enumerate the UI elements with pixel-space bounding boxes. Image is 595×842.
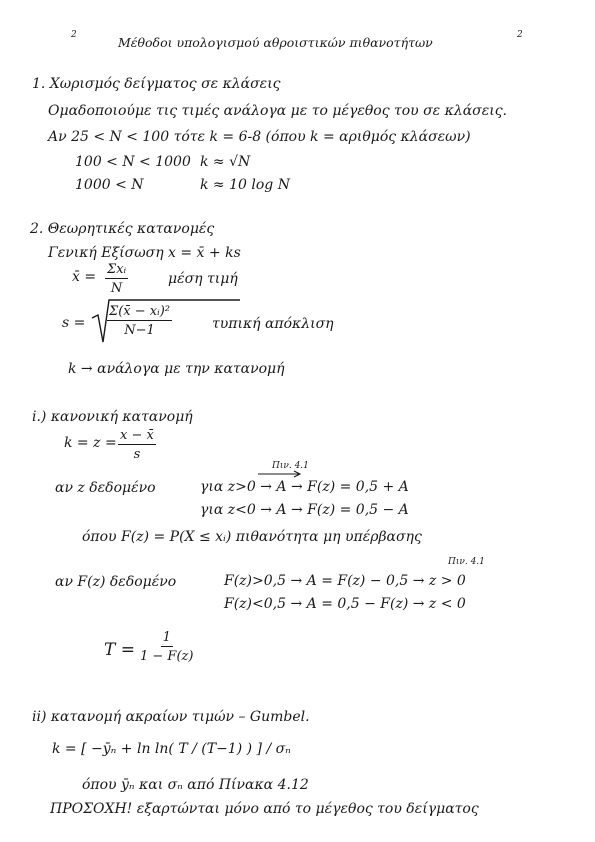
table-ref-1: Πιν. 4.1 bbox=[272, 461, 309, 471]
return-period-denominator: 1 − F(z) bbox=[140, 649, 194, 664]
gumbel-formula: k = [ −ȳₙ + ln ln( T / (T−1) ) ] / σₙ bbox=[52, 741, 291, 757]
section-1-heading: 1. Χωρισμός δείγματος σε κλάσεις bbox=[32, 76, 281, 92]
page-title: Μέθοδοι υπολογισμού αθροιστικών πιθανοτήτων bbox=[118, 35, 433, 50]
z-formula-lhs: k = z = bbox=[64, 435, 117, 451]
z-denominator: s bbox=[133, 447, 141, 462]
std-lhs: s = bbox=[62, 315, 86, 331]
mean-lhs: x̄ = bbox=[72, 269, 97, 285]
rule-F-below-half: F(z)<0,5 → A = 0,5 − F(z) → z < 0 bbox=[224, 596, 466, 612]
std-denominator: N−1 bbox=[124, 323, 155, 338]
return-period-numerator: 1 bbox=[162, 630, 171, 645]
gumbel-note-1: όπου ȳₙ και σₙ από Πίνακα 4.12 bbox=[82, 777, 309, 793]
std-numerator: Σ(x̄ − xᵢ)² bbox=[109, 304, 170, 319]
rule-z-negative: για z<0 → A → F(z) = 0,5 − A bbox=[200, 502, 409, 518]
section-1-range-2: 100 < N < 1000 bbox=[75, 154, 191, 170]
section-1-rule-2: k ≈ √N bbox=[200, 154, 251, 170]
rule-F-above-half: F(z)>0,5 → A = F(z) − 0,5 → z > 0 bbox=[224, 573, 466, 589]
mean-numerator: Σxᵢ bbox=[107, 262, 127, 277]
section-1-rule-3: k ≈ 10 log N bbox=[200, 177, 290, 193]
z-numerator: x − x̄ bbox=[120, 428, 154, 443]
z-given-label: αν z δεδομένο bbox=[55, 480, 156, 496]
general-equation: Γενική Εξίσωση x = x̄ + ks bbox=[48, 245, 241, 261]
page-number-left: 2 bbox=[71, 30, 77, 40]
F-given-label: αν F(z) δεδομένο bbox=[55, 574, 177, 590]
section-1-line-2: Αν 25 < N < 100 τότε k = 6-8 (όπου k = αριθμός κλάσεων) bbox=[48, 129, 471, 145]
std-label: τυπική απόκλιση bbox=[212, 316, 334, 332]
return-period-lhs: T = bbox=[104, 640, 135, 660]
F-definition: όπου F(z) = P(X ≤ xᵢ) πιθανότητα μη υπέρβασης bbox=[82, 529, 422, 545]
section-2-heading: 2. Θεωρητικές κατανομές bbox=[30, 221, 215, 237]
section-1-range-3: 1000 < N bbox=[75, 177, 144, 193]
rule-z-positive: για z>0 → A → F(z) = 0,5 + A bbox=[200, 479, 409, 495]
mean-label: μέση τιμή bbox=[168, 271, 238, 287]
table-ref-2: Πιν. 4.1 bbox=[448, 557, 485, 567]
k-note: k → ανάλογα με την κατανομή bbox=[68, 361, 285, 377]
square-root-sign bbox=[92, 300, 240, 342]
section-3-heading: i.) κανονική κατανομή bbox=[32, 409, 193, 425]
section-1-line-1: Ομαδοποιούμε τις τιμές ανάλογα με το μέγεθος του σε κλάσεις. bbox=[48, 103, 507, 119]
mean-denominator: N bbox=[110, 281, 123, 296]
gumbel-note-2: ΠΡΟΣΟΧΗ! εξαρτώνται μόνο από το μέγεθος του δείγματος bbox=[50, 801, 479, 817]
section-4-heading: ii) κατανομή ακραίων τιμών – Gumbel. bbox=[32, 709, 310, 725]
page-number-right: 2 bbox=[517, 30, 523, 40]
